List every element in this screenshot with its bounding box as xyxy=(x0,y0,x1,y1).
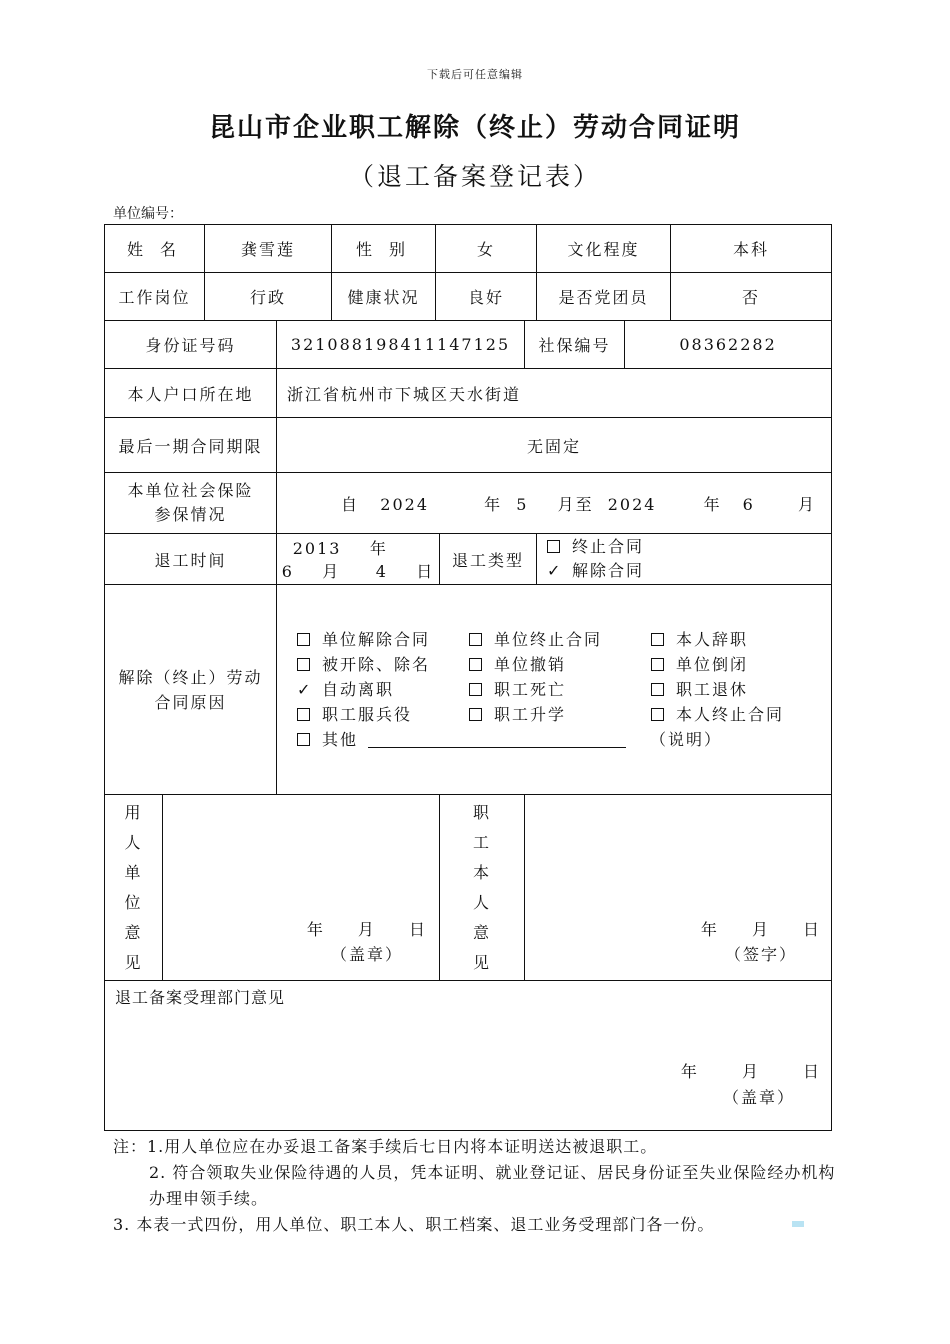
insurance-to-month: 6 xyxy=(742,494,755,514)
employer-label-char: 见 xyxy=(124,952,143,972)
reason-option[interactable] xyxy=(651,702,831,727)
reason-label-text: 本人辞职 xyxy=(676,630,749,649)
worker-label-char: 人 xyxy=(473,892,492,912)
reason-label-text: 单位撤销 xyxy=(494,655,567,674)
employer-label-char: 用 xyxy=(124,802,143,822)
reason-option[interactable] xyxy=(651,652,831,677)
reason-row xyxy=(297,652,831,677)
reason-label-text: 单位终止合同 xyxy=(494,630,603,649)
checkbox-empty-icon[interactable] xyxy=(469,708,482,721)
reason-row xyxy=(297,627,831,652)
row-id-info xyxy=(105,321,832,369)
checkbox-empty-icon[interactable] xyxy=(651,708,664,721)
decorative-mark xyxy=(792,1221,804,1227)
row-basic-info xyxy=(105,225,832,273)
termination-type-options xyxy=(537,534,832,585)
checkmark-icon[interactable]: ✓ xyxy=(547,561,563,580)
gender-value: 女 xyxy=(436,225,537,273)
education-label: 文化程度 xyxy=(537,225,671,273)
type-option-label: 解除合同 xyxy=(572,561,645,580)
row-termination-time xyxy=(105,534,832,585)
contract-value: 无固定 xyxy=(277,418,832,473)
reason-row xyxy=(297,677,831,702)
checkbox-empty-icon[interactable] xyxy=(297,733,310,746)
unit-number-label: 单位编号： xyxy=(113,206,183,222)
employer-opinion-field[interactable] xyxy=(163,795,440,981)
worker-label-char: 工 xyxy=(473,832,492,852)
type-option-label: 终止合同 xyxy=(572,537,645,556)
termination-date xyxy=(277,534,440,585)
dept-opinion-field[interactable] xyxy=(105,981,832,1131)
header-note: 下载后可任意编辑 xyxy=(427,68,523,81)
row-contract xyxy=(105,418,832,473)
reason-label-text: 职工升学 xyxy=(494,705,567,724)
reason-option[interactable] xyxy=(469,702,651,727)
note-2: 2. 符合领取失业保险待遇的人员，凭本证明、就业登记证、居民身份证至失业保险经办机构办理申领手续。 xyxy=(149,1163,836,1208)
employer-label-char: 位 xyxy=(124,892,143,912)
name-value: 龚雪莲 xyxy=(205,225,332,273)
dept-date: 年 月 日 xyxy=(680,1062,822,1081)
termination-day: 4 xyxy=(375,562,388,581)
reason-row xyxy=(297,702,831,727)
employer-date: 年 月 日 xyxy=(306,920,428,939)
reason-option[interactable] xyxy=(297,702,469,727)
insurance-from-month: 5 xyxy=(516,494,529,514)
party-label: 是否党团员 xyxy=(537,273,671,321)
reason-label: 解除（终止）劳动合同原因 xyxy=(105,585,277,795)
checkbox-empty-icon[interactable] xyxy=(547,540,560,553)
insurance-year-char-2: 年 xyxy=(703,494,722,514)
type-option-dissolve[interactable] xyxy=(547,559,831,583)
note-3: 3. 本表一式四份，用人单位、职工本人、职工档案、退工业务受理部门各一份。 xyxy=(113,1215,715,1234)
checkbox-empty-icon[interactable] xyxy=(297,633,310,646)
termination-type-label: 退工类型 xyxy=(440,534,537,585)
page-subtitle: （退工备案登记表） xyxy=(348,162,601,191)
id-label: 身份证号码 xyxy=(105,321,277,369)
insurance-month-to: 月至 xyxy=(557,494,594,514)
reason-options xyxy=(277,585,832,795)
reason-option[interactable] xyxy=(651,677,831,702)
type-option-terminate[interactable] xyxy=(547,535,831,559)
note-1: 注：1.用人单位应在办妥退工备案手续后七日内将本证明送达被退职工。 xyxy=(113,1137,658,1156)
party-value: 否 xyxy=(671,273,832,321)
social-security-value: 08362282 xyxy=(625,321,832,369)
worker-sign: （签字） xyxy=(725,945,798,964)
reason-other[interactable] xyxy=(297,727,831,752)
employer-seal: （盖章） xyxy=(331,945,404,964)
dept-seal: （盖章） xyxy=(723,1088,796,1107)
registration-form xyxy=(104,224,832,1131)
post-label: 工作岗位 xyxy=(105,273,205,321)
reason-row-other xyxy=(297,727,831,752)
worker-opinion-field[interactable] xyxy=(525,795,832,981)
checkbox-empty-icon[interactable] xyxy=(651,658,664,671)
employer-label-char: 单 xyxy=(124,862,143,882)
termination-year: 2013 xyxy=(292,539,342,558)
id-value: 321088198411147125 xyxy=(277,321,525,369)
reason-other-note: （说明） xyxy=(650,730,723,749)
checkbox-empty-icon[interactable] xyxy=(297,658,310,671)
checkbox-empty-icon[interactable] xyxy=(469,633,482,646)
checkbox-empty-icon[interactable] xyxy=(651,633,664,646)
insurance-label: 本单位社会保险参保情况 xyxy=(105,473,277,534)
reason-option-checked[interactable] xyxy=(297,677,469,702)
termination-day-char: 日 xyxy=(416,562,435,581)
termination-time-label: 退工时间 xyxy=(105,534,277,585)
termination-year-char: 年 xyxy=(369,539,388,558)
reason-label-text: 本人终止合同 xyxy=(676,705,785,724)
gender-label: 性 别 xyxy=(332,225,436,273)
contract-label: 最后一期合同期限 xyxy=(105,418,277,473)
health-label: 健康状况 xyxy=(332,273,436,321)
row-hukou xyxy=(105,369,832,418)
worker-label-char: 见 xyxy=(473,952,492,972)
reason-label-text: 自动离职 xyxy=(322,680,395,699)
reason-grid xyxy=(297,627,831,752)
insurance-month-char: 月 xyxy=(797,494,816,514)
row-reasons xyxy=(105,585,832,795)
checkbox-empty-icon[interactable] xyxy=(651,683,664,696)
reason-option[interactable] xyxy=(469,677,651,702)
name-label: 姓 名 xyxy=(105,225,205,273)
reason-option[interactable] xyxy=(469,627,651,652)
row-opinions xyxy=(105,795,832,981)
worker-label-char: 职 xyxy=(473,802,492,822)
insurance-period xyxy=(277,473,832,534)
reason-option[interactable] xyxy=(297,627,469,652)
page-title: 昆山市企业职工解除（终止）劳动合同证明 xyxy=(208,113,741,143)
row-dept-opinion xyxy=(105,981,832,1131)
checkbox-empty-icon[interactable] xyxy=(297,708,310,721)
row-work-info xyxy=(105,273,832,321)
employer-label-char: 人 xyxy=(124,832,143,852)
reason-option[interactable] xyxy=(297,652,469,677)
employer-label-char: 意 xyxy=(124,922,143,942)
reason-label-text: 职工服兵役 xyxy=(322,705,413,724)
insurance-from-year: 2024 xyxy=(380,494,429,514)
termination-month-char: 月 xyxy=(322,562,341,581)
other-input-line[interactable] xyxy=(368,732,626,748)
worker-opinion-label xyxy=(440,795,525,981)
insurance-to-year: 2024 xyxy=(607,494,657,514)
notes xyxy=(113,1134,838,1238)
social-security-label: 社保编号 xyxy=(525,321,625,369)
reason-option[interactable] xyxy=(651,627,831,652)
worker-date: 年 月 日 xyxy=(700,920,822,939)
employer-opinion-label xyxy=(105,795,163,981)
checkbox-empty-icon[interactable] xyxy=(469,683,482,696)
dept-opinion-label: 退工备案受理部门意见 xyxy=(115,988,286,1007)
education-value: 本科 xyxy=(671,225,832,273)
reason-label-text: 职工退休 xyxy=(676,680,749,699)
checkbox-empty-icon[interactable] xyxy=(469,658,482,671)
reason-other-label: 其他 xyxy=(322,730,359,749)
reason-label-text: 单位解除合同 xyxy=(322,630,431,649)
reason-label-text: 单位倒闭 xyxy=(676,655,749,674)
checkmark-icon[interactable]: ✓ xyxy=(297,680,313,699)
termination-month: 6 xyxy=(281,562,294,581)
reason-label-text: 职工死亡 xyxy=(494,680,567,699)
worker-label-char: 本 xyxy=(473,862,492,882)
hukou-label: 本人户口所在地 xyxy=(105,369,277,418)
insurance-year-char: 年 xyxy=(484,494,503,514)
reason-option[interactable] xyxy=(469,652,651,677)
reason-label-text: 被开除、除名 xyxy=(322,655,431,674)
health-value: 良好 xyxy=(436,273,537,321)
hukou-value: 浙江省杭州市下城区天水街道 xyxy=(277,369,832,418)
row-insurance xyxy=(105,473,832,534)
insurance-from: 自 xyxy=(341,494,360,514)
worker-label-char: 意 xyxy=(473,922,492,942)
post-value: 行政 xyxy=(205,273,332,321)
